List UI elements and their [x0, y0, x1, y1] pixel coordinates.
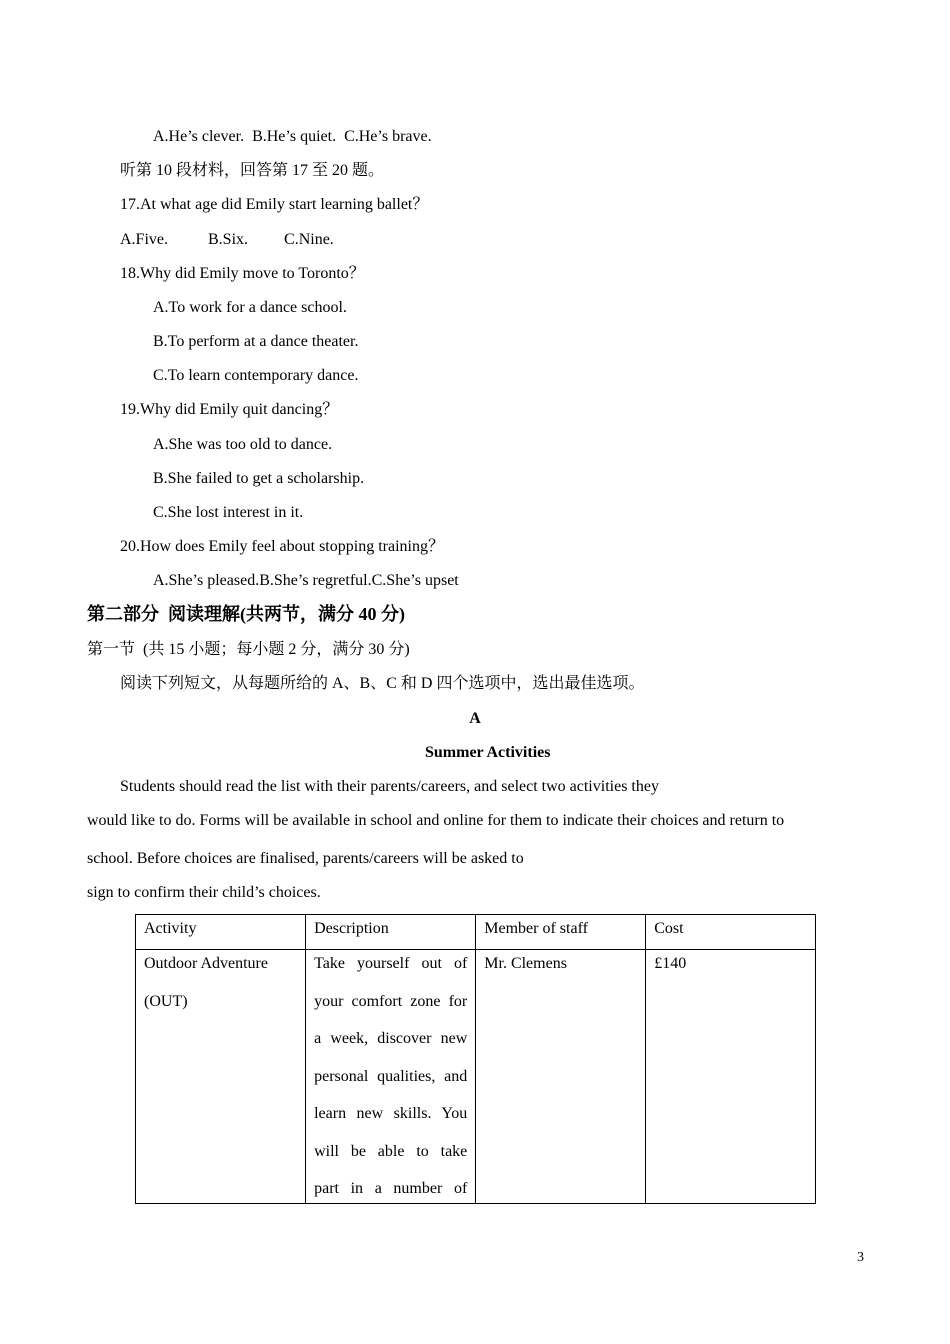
activity-code: (OUT) [144, 992, 188, 1010]
question-19: 19.Why did Emily quit dancing？ [120, 401, 339, 418]
question-20: 20.How does Emily feel about stopping training？ [120, 538, 444, 555]
header-activity: Activity [136, 915, 306, 950]
q16-options: A.He’s clever. B.He’s quiet. C.He’s brave. [153, 128, 432, 145]
q19-option-c: C.She lost interest in it. [153, 504, 304, 521]
part2-heading: 第二部分 阅读理解(共两节，满分 40 分) [87, 604, 405, 624]
activity-name: Outdoor Adventure [144, 955, 268, 972]
description-line: your comfort zone for [314, 992, 468, 1010]
question-18: 18.Why did Emily move to Toronto？ [120, 265, 365, 282]
header-staff: Member of staff [476, 915, 646, 950]
cost-cell: £140 [646, 950, 816, 1204]
reading-instruction: 阅读下列短文，从每题所给的 A、B、C 和 D 四个选项中，选出最佳选项。 [120, 675, 645, 692]
paragraph-line-2: would like to do. Forms will be available in school and online for them to indicate their choices and return to [87, 812, 785, 829]
listening-instruction: 听第 10 段材料，回答第 17 至 20 题。 [120, 162, 385, 179]
page-number: 3 [857, 1250, 864, 1265]
q20-options: A.She’s pleased.B.She’s regretful.C.She’s upset [153, 572, 459, 589]
paragraph-line-3: school. Before choices are finalised, parents/careers will be asked to [87, 850, 524, 867]
q19-option-a: A.She was too old to dance. [153, 436, 333, 453]
table-row [136, 950, 816, 1204]
paragraph-line-4: sign to confirm their child’s choices. [87, 884, 321, 901]
passage-title: Summer Activities [425, 744, 551, 761]
passage-letter: A [469, 710, 481, 727]
activities-table [135, 914, 816, 1204]
question-17: 17.At what age did Emily start learning ballet？ [120, 196, 429, 213]
description-line: a week, discover new [314, 1030, 468, 1047]
description-line: Take yourself out of [314, 955, 468, 972]
q17-options: A.Five. B.Six. C.Nine. [120, 231, 334, 248]
paragraph-line-1: Students should read the list with their parents/careers, and select two activities they [120, 778, 659, 795]
q18-option-b: B.To perform at a dance theater. [153, 333, 359, 350]
header-cost: Cost [646, 915, 816, 950]
description-line: personal qualities, and [314, 1067, 468, 1085]
table-header-row [136, 915, 816, 950]
staff-cell: Mr. Clemens [476, 950, 646, 1204]
description-line: will be able to take [314, 1142, 468, 1160]
section1-heading: 第一节 (共 15 小题；每小题 2 分，满分 30 分) [87, 641, 410, 658]
activity-cell [136, 950, 306, 1204]
q18-option-c: C.To learn contemporary dance. [153, 367, 359, 384]
q19-option-b: B.She failed to get a scholarship. [153, 470, 365, 487]
header-description: Description [306, 915, 476, 950]
description-line: part in a number of [314, 1180, 468, 1197]
description-cell [306, 950, 476, 1204]
q18-option-a: A.To work for a dance school. [153, 299, 347, 316]
description-line: learn new skills. You [314, 1105, 468, 1122]
